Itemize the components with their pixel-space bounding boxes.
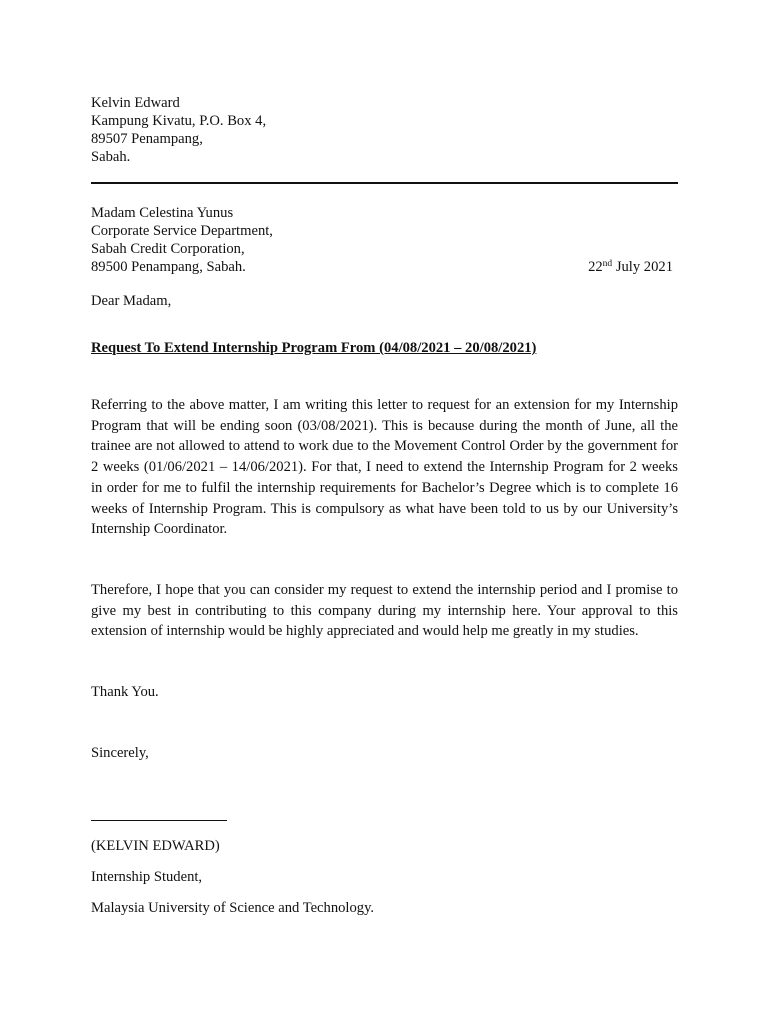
sender-name: Kelvin Edward (91, 95, 180, 111)
letter-subject: Request To Extend Internship Program From (04/08/2021 – 20/08/2021) (91, 340, 537, 356)
body-paragraph-1: Referring to the above matter, I am writing this letter to request for an extension for my Internship Program that will be ending soon (03/08/2021). This is because during the month of June, all the trainee are not allowed to attend to work due to the Movement Control Order by the government for 2 weeks (01/06/2021 – 14/06/2021). For that, I need to extend the Internship Program for 2 weeks in order for me to fulfil the internship requirements for Bachelor’s Degree which is to complete 16 weeks of Internship Program. This is compulsory as what have been told to us by our University’s Internship Coordinator. (91, 397, 678, 538)
sender-address-line2: 89507 Penampang, (91, 131, 203, 147)
body-paragraph-2: Therefore, I hope that you can consider my request to extend the internship period and I promise to give my best in contributing to this company during my internship here. Your approval to this extension of internship would be highly appreciated and would help me greatly in my studies. (91, 582, 678, 640)
signatory-name: (KELVIN EDWARD) (91, 838, 220, 854)
sender-address-line1: Kampung Kivatu, P.O. Box 4, (91, 113, 267, 129)
date-month-year: July 2021 (615, 259, 673, 275)
recipient-address: 89500 Penampang, Sabah. (91, 259, 246, 275)
header-divider (91, 182, 678, 184)
recipient-name: Madam Celestina Yunus (91, 205, 234, 221)
salutation: Dear Madam, (91, 293, 172, 309)
closing-line: Sincerely, (91, 745, 149, 761)
letter-date (588, 258, 673, 276)
signatory-institution: Malaysia University of Science and Technology. (91, 900, 375, 916)
recipient-organization: Sabah Credit Corporation, (91, 241, 245, 257)
sender-address-line3: Sabah. (91, 149, 131, 165)
date-suffix: nd (602, 259, 613, 269)
signature-line (91, 820, 227, 821)
recipient-department: Corporate Service Department, (91, 223, 273, 239)
date-day: 22 (588, 259, 603, 275)
signatory-title: Internship Student, (91, 869, 203, 885)
thanks-line: Thank You. (91, 684, 159, 700)
